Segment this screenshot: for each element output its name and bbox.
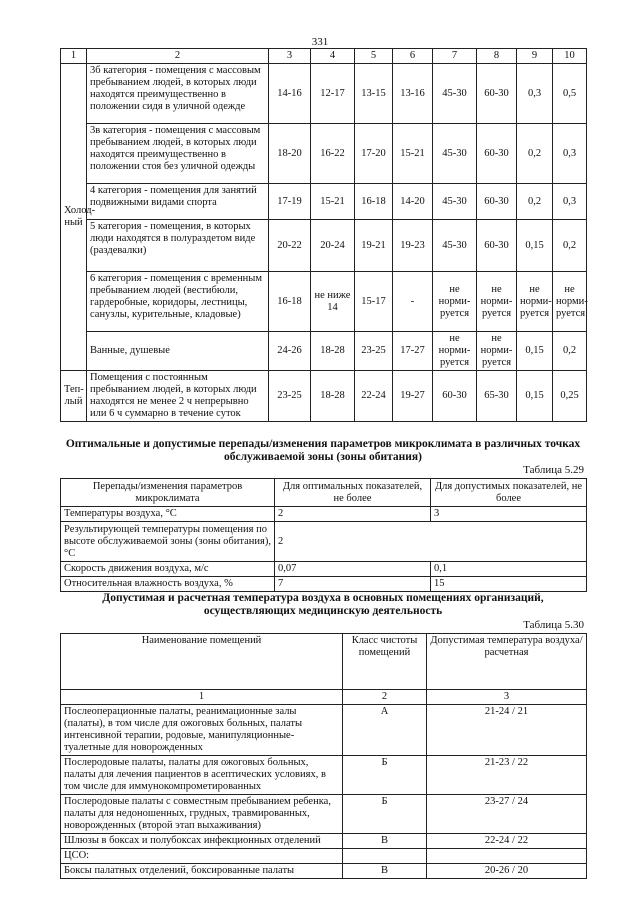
cell: 0,25	[553, 371, 587, 422]
cell: 23-25	[269, 371, 311, 422]
cell: 24-26	[269, 332, 311, 371]
cell: 0,3	[553, 124, 587, 184]
cell: 3	[431, 507, 587, 522]
header-cell: Наименование помещений	[61, 634, 343, 690]
cell: 7	[275, 577, 431, 592]
cell: 60-30	[477, 220, 517, 272]
cell: 0,15	[517, 371, 553, 422]
table-row	[61, 220, 587, 272]
cell: 0,3	[517, 64, 553, 124]
room-category: Ванные, душевые	[87, 332, 269, 371]
cell: 60-30	[477, 184, 517, 220]
cell: 0,15	[517, 220, 553, 272]
cell: 65-30	[477, 371, 517, 422]
cell: 15-21	[393, 124, 433, 184]
cell: 16-18	[269, 272, 311, 332]
temperature: 21-24 / 21	[427, 705, 587, 756]
cell: 18-28	[311, 371, 355, 422]
table-row	[61, 124, 587, 184]
room-category: 5 категория - помещения, в которых люди находятся в полураздетом виде (раздевалки)	[87, 220, 269, 272]
room-category: 3б категория - помещения с массовым пребыванием людей, в которых люди находятся преимущественно в положении сидя в уличной одежде	[87, 64, 269, 124]
cell: 18-28	[311, 332, 355, 371]
table-header-row	[61, 634, 587, 690]
microclimate-table	[60, 48, 587, 422]
table-row	[61, 522, 587, 562]
header-cell: Перепады/изменения параметров микроклимата	[61, 479, 275, 507]
room-category: 4 категория - помещения для занятий подвижными видами спорта	[87, 184, 269, 220]
room-name: ЦСО:	[61, 849, 343, 864]
param-name: Относительная влажность воздуха, %	[61, 577, 275, 592]
col-num: 3	[427, 690, 587, 705]
column-number-row	[61, 690, 587, 705]
cell: 60-30	[477, 64, 517, 124]
col-num: 2	[87, 49, 269, 64]
cell: не норми-руется	[433, 272, 477, 332]
cell: 20-24	[311, 220, 355, 272]
cell: 0,07	[275, 562, 431, 577]
temperature	[427, 849, 587, 864]
table-number-5-29: Таблица 5.29	[523, 464, 584, 476]
cell: 0,2	[553, 220, 587, 272]
cell: 14-16	[269, 64, 311, 124]
cell: 15-21	[311, 184, 355, 220]
col-num: 7	[433, 49, 477, 64]
room-category: 6 категория - помещения с временным пребыванием людей (вестибюли, гардеробные, коридоры, лестницы, санузлы, курительные, кладовые)	[87, 272, 269, 332]
table-header-row	[61, 479, 587, 507]
col-num: 1	[61, 49, 87, 64]
temperature: 21-23 / 22	[427, 756, 587, 795]
column-number-row	[61, 49, 587, 64]
header-cell: Для допустимых показателей, не более	[431, 479, 587, 507]
room-name: Послеродовые палаты, палаты для ожоговых больных, палаты для лечения пациентов в асептических условиях, в том числе для иммунокомпрометированных	[61, 756, 343, 795]
cell: 17-20	[355, 124, 393, 184]
cleanliness-class	[343, 849, 427, 864]
col-num: 1	[61, 690, 343, 705]
cell: 0,2	[517, 184, 553, 220]
period-cold: Холод-ный	[61, 64, 87, 371]
cell: 0,3	[553, 184, 587, 220]
cell: 17-19	[269, 184, 311, 220]
room-category: 3в категория - помещения с массовым пребыванием людей, в которых люди находятся преимущественно в положении стоя без уличной одежды	[87, 124, 269, 184]
table-row	[61, 64, 587, 124]
col-num: 8	[477, 49, 517, 64]
cell: 60-30	[433, 371, 477, 422]
cleanliness-class: А	[343, 705, 427, 756]
table-row	[61, 371, 587, 422]
col-num: 10	[553, 49, 587, 64]
cell: 15-17	[355, 272, 393, 332]
cell: 16-22	[311, 124, 355, 184]
table-row	[61, 849, 587, 864]
header-cell: Допустимая температура воздуха/ расчетная	[427, 634, 587, 690]
param-name: Температуры воздуха, °С	[61, 507, 275, 522]
cell: 19-21	[355, 220, 393, 272]
cell: 60-30	[477, 124, 517, 184]
table-row	[61, 332, 587, 371]
cell: 15	[431, 577, 587, 592]
temperature: 23-27 / 24	[427, 795, 587, 834]
table-row	[61, 184, 587, 220]
room-name: Боксы палатных отделений, боксированные палаты	[61, 864, 343, 879]
room-category: Помещения с постоянным пребыванием людей, в которых люди находятся не менее 2 ч непрерывно или 6 ч суммарно в течение суток	[87, 371, 269, 422]
cell: 13-15	[355, 64, 393, 124]
cell: 45-30	[433, 184, 477, 220]
cell: 0,5	[553, 64, 587, 124]
room-name: Послеоперационные палаты, реанимационные залы (палаты), в том числе для ожоговых больных, палаты интенсивной терапии, родовые, манипуляционные-туалетные для новорожденных	[61, 705, 343, 756]
cleanliness-class: В	[343, 834, 427, 849]
section-title-5-30: Допустимая и расчетная температура воздуха в основных помещениях организаций, осуществляющих медицинскую деятельность	[102, 592, 544, 617]
cell: 23-25	[355, 332, 393, 371]
cell: 0,2	[517, 124, 553, 184]
temperature: 20-26 / 20	[427, 864, 587, 879]
cell: 45-30	[433, 124, 477, 184]
cleanliness-class: Б	[343, 795, 427, 834]
cell: 2	[275, 507, 431, 522]
cell: 12-17	[311, 64, 355, 124]
table-row	[61, 562, 587, 577]
cell: 0,15	[517, 332, 553, 371]
cell: не ниже 14	[311, 272, 355, 332]
cell: 18-20	[269, 124, 311, 184]
col-num: 2	[343, 690, 427, 705]
header-cell: Для оптимальных показателей, не более	[275, 479, 431, 507]
cell: 0,2	[553, 332, 587, 371]
table-row	[61, 756, 587, 795]
table-row	[61, 795, 587, 834]
cleanliness-class: В	[343, 864, 427, 879]
cell: 0,1	[431, 562, 587, 577]
cell: 45-30	[433, 220, 477, 272]
cell: 19-23	[393, 220, 433, 272]
cell: 17-27	[393, 332, 433, 371]
cleanliness-class: Б	[343, 756, 427, 795]
col-num: 6	[393, 49, 433, 64]
cell: 14-20	[393, 184, 433, 220]
table-row	[61, 864, 587, 879]
table-row	[61, 705, 587, 756]
cell: 45-30	[433, 64, 477, 124]
cell: 22-24	[355, 371, 393, 422]
cell: 13-16	[393, 64, 433, 124]
table-row	[61, 577, 587, 592]
table-row	[61, 507, 587, 522]
medical-rooms-table	[60, 633, 587, 879]
header-cell: Класс чистоты помещений	[343, 634, 427, 690]
cell: 16-18	[355, 184, 393, 220]
col-num: 9	[517, 49, 553, 64]
table-row	[61, 834, 587, 849]
period-warm: Теп-лый	[61, 371, 87, 422]
room-name: Послеродовые палаты с совместным пребыванием ребенка, палаты для недоношенных, грудных, травмированных, новорожденных (второй этап выхаживания)	[61, 795, 343, 834]
cell: 20-22	[269, 220, 311, 272]
table-number-5-30: Таблица 5.30	[523, 619, 584, 631]
table-row	[61, 272, 587, 332]
cell: не норми-руется	[477, 272, 517, 332]
cell: не норми-руется	[433, 332, 477, 371]
room-name: Шлюзы в боксах и полубоксах инфекционных отделений	[61, 834, 343, 849]
cell: не норми-руется	[517, 272, 553, 332]
gradients-table	[60, 478, 587, 592]
cell: не норми-руется	[477, 332, 517, 371]
cell: 19-27	[393, 371, 433, 422]
temperature: 22-24 / 22	[427, 834, 587, 849]
col-num: 5	[355, 49, 393, 64]
col-num: 4	[311, 49, 355, 64]
page-number: 331	[311, 36, 329, 48]
cell: 2	[275, 522, 587, 562]
cell: не норми-руется	[553, 272, 587, 332]
col-num: 3	[269, 49, 311, 64]
param-name: Результирующей температуры помещения по высоте обслуживаемой зоны (зоны обитания), °С	[61, 522, 275, 562]
section-title-5-29: Оптимальные и допустимые перепады/изменения параметров микроклимата в различных точках обслуживаемой зоны (зоны обитания)	[65, 438, 581, 463]
param-name: Скорость движения воздуха, м/с	[61, 562, 275, 577]
cell: -	[393, 272, 433, 332]
